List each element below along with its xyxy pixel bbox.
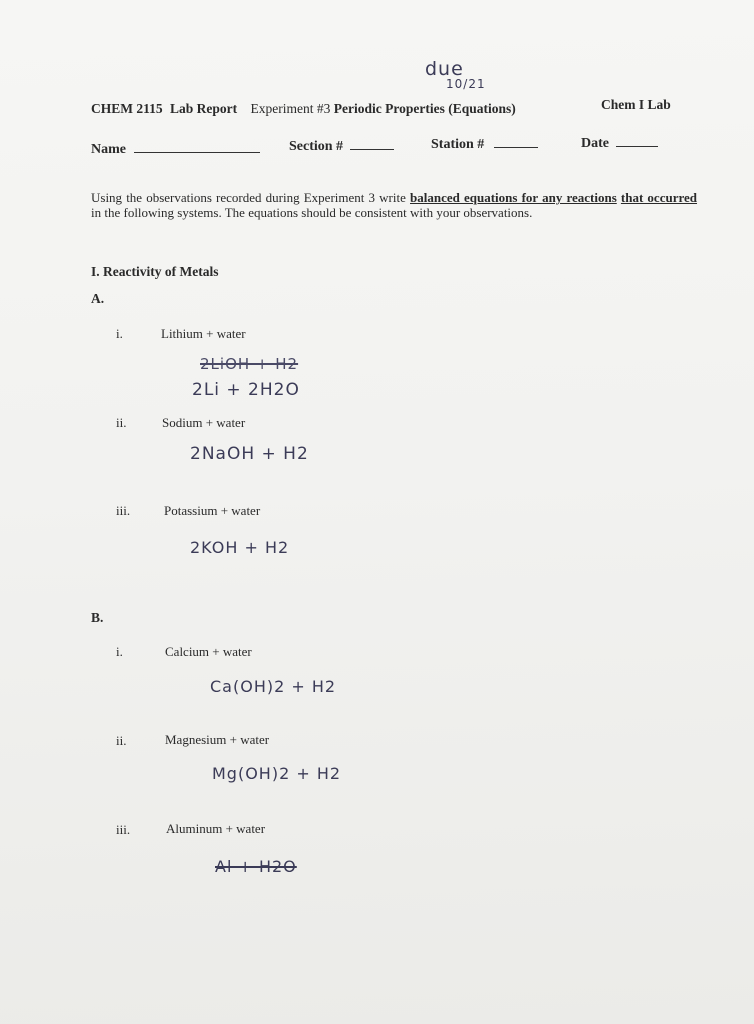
due-note: due	[425, 58, 464, 80]
item-label-sodium: Sodium + water	[162, 415, 246, 430]
answer-sodium: 2NaOH + H2	[190, 444, 309, 464]
item-label-aluminum: Aluminum + water	[166, 821, 266, 836]
date-label-text: Date	[581, 136, 609, 151]
instructions-part2: in the following systems. The equations should be consistent with your observations.	[91, 205, 533, 220]
answer-magnesium: Mg(OH)2 + H2	[212, 764, 342, 783]
date-label	[581, 134, 658, 152]
answer-lithium: 2Li + 2H2O	[192, 380, 300, 400]
instructions-emphasis2: that occurred	[620, 190, 698, 205]
instructions	[91, 190, 697, 220]
answer-calcium: Ca(OH)2 + H2	[210, 677, 337, 696]
item-label-calcium: Calcium + water	[165, 644, 252, 659]
instructions-emphasis1: balanced equations for any reactions	[410, 190, 617, 205]
station-label	[431, 135, 538, 153]
section-label	[289, 137, 394, 155]
header-line	[91, 101, 516, 117]
item-number: iii.	[116, 503, 131, 518]
crossed-answer-aluminum: Al + H2O	[215, 857, 297, 876]
subsection-a: A.	[91, 291, 105, 306]
section-label-text: Section #	[289, 139, 344, 154]
item-number: iii.	[116, 822, 131, 837]
experiment-title: Periodic Properties (Equations)	[333, 101, 516, 116]
name-label-text: Name	[91, 142, 126, 157]
name-blank[interactable]	[134, 140, 260, 153]
course-code: CHEM 2115	[91, 101, 163, 116]
item-label-lithium: Lithium + water	[161, 326, 246, 341]
experiment-number: Experiment #3	[250, 101, 331, 116]
item-label-potassium: Potassium + water	[164, 503, 261, 518]
crossed-answer-lithium: 2LiOH + H2	[200, 355, 299, 373]
due-date: 10/21	[446, 77, 486, 91]
item-number: ii.	[116, 415, 127, 430]
item-number: i.	[116, 644, 123, 659]
answer-potassium: 2KOH + H2	[190, 538, 290, 557]
item-number: i.	[116, 326, 123, 341]
item-number: ii.	[116, 733, 127, 748]
date-blank[interactable]	[616, 134, 658, 147]
section-title: I. Reactivity of Metals	[91, 264, 219, 279]
item-label-magnesium: Magnesium + water	[165, 732, 270, 747]
name-label	[91, 140, 260, 158]
report-label: Lab Report	[170, 101, 238, 116]
section-blank[interactable]	[350, 137, 394, 150]
subsection-b: B.	[91, 610, 104, 625]
lab-name: Chem I Lab	[601, 97, 671, 112]
instructions-part1: Using the observations recorded during Experiment 3 write	[91, 190, 411, 205]
station-label-text: Station #	[431, 137, 485, 152]
station-blank[interactable]	[494, 135, 538, 148]
